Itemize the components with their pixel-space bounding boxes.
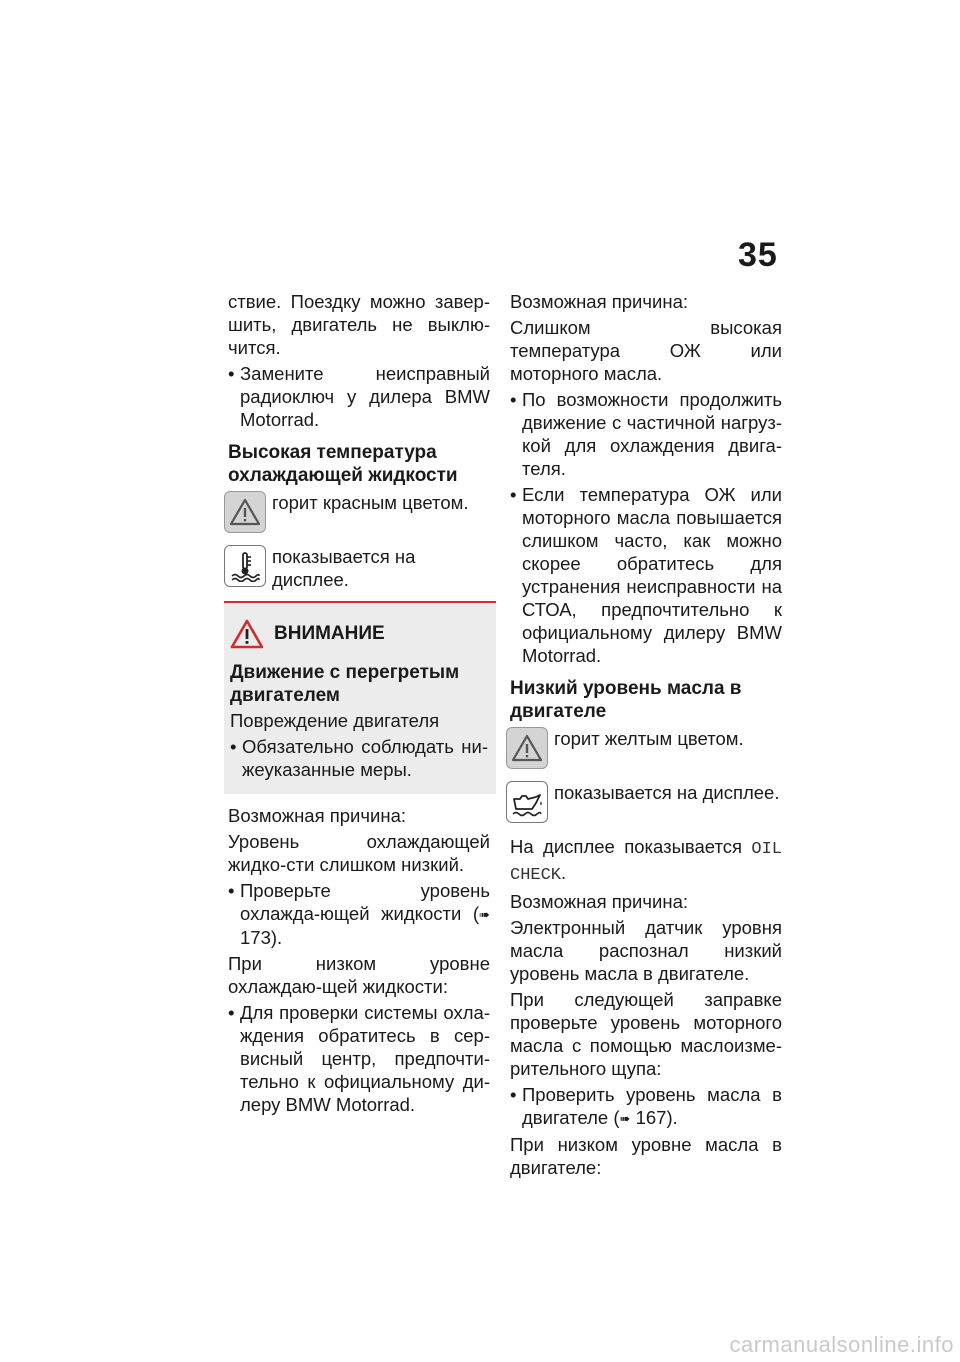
page-number: 35 xyxy=(738,236,778,274)
page-reference: 173 xyxy=(240,927,271,948)
paragraph: Возможная причина: xyxy=(510,291,688,312)
paragraph: При низком уровне охлаждаю-щей жидкости: xyxy=(228,953,490,997)
warning-box xyxy=(224,601,496,794)
page-reference-arrow-icon: ➠ xyxy=(619,1111,631,1126)
paragraph: Слишком высокая температура ОЖ или моторного масла. xyxy=(510,317,782,384)
coolant-temperature-icon xyxy=(224,545,266,587)
bullet-item: • Если температура ОЖ или моторного масла повышается слишком часто, как можно скорее обратитесь для устранения неисправности на СТОА, предпочтительно к официальному дилеру BMW Motorrad. xyxy=(510,483,782,667)
icon-description: горит красным цветом. xyxy=(272,492,469,513)
warning-header xyxy=(230,619,488,649)
bullet-item: • Проверьте уровень охлажда-ющей жидкости (➠ 173). xyxy=(228,879,490,949)
section-heading: Высокая температура охлаждающей жидкости xyxy=(228,442,458,486)
paragraph: Возможная причина: xyxy=(510,891,688,912)
section-heading: Низкий уровень масла в двигателе xyxy=(510,678,742,722)
warning-subject: Движение с перегретым двигателем xyxy=(230,662,460,706)
warning-title: ВНИМАНИЕ xyxy=(274,623,385,644)
paragraph: ствие. Поездку можно завер-шить, двигатель не выклю-чится. xyxy=(228,291,490,358)
bullet-item: • Проверить уровень масла в двигателе (➠ 167). xyxy=(510,1083,782,1130)
paragraph: Уровень охлаждающей жидко-сти слишком низкий. xyxy=(228,831,490,875)
icon-description: горит желтым цветом. xyxy=(554,728,744,749)
page-reference: 167 xyxy=(635,1107,667,1128)
general-warning-icon xyxy=(224,491,266,533)
general-warning-icon xyxy=(506,727,548,769)
oil-level-icon xyxy=(506,781,548,823)
bullet-item: • Для проверки системы охла-ждения обратитесь в сер-висный центр, предпочти-тельно к официальному ди-леру BMW Motorrad. xyxy=(228,1001,490,1116)
bullet-item: • Замените неисправный радиоключ у дилера BMW Motorrad. xyxy=(228,362,490,431)
paragraph: На дисплее показывается OIL CHECK. xyxy=(510,836,782,885)
icon-description: показывается на дисплее. xyxy=(272,546,416,590)
icon-description: показывается на дисплее. xyxy=(554,782,780,803)
warning-consequence: Повреждение двигателя xyxy=(230,710,440,731)
warning-triangle-icon xyxy=(230,619,264,649)
display-message: OIL CHECK xyxy=(510,840,782,885)
left-column xyxy=(228,290,490,1119)
footer-watermark: carmanualsonline.info xyxy=(729,1332,954,1357)
paragraph: Возможная причина: xyxy=(228,805,406,826)
paragraph: При следующей заправке проверьте уровень моторного масла с помощью маслоизме-рительного щупа: xyxy=(510,989,782,1079)
right-column xyxy=(510,290,782,1182)
icon-row xyxy=(510,727,782,773)
paragraph: При низком уровне масла в двигателе: xyxy=(510,1134,782,1178)
page-reference-arrow-icon: ➠ xyxy=(479,907,490,922)
icon-row xyxy=(228,545,490,591)
warning-bullet: • Обязательно соблюдать ни-жеуказанные меры. xyxy=(230,735,488,781)
bullet-item: • По возможности продолжить движение с частичной нагруз-кой для охлаждения двига-теля. xyxy=(510,388,782,480)
paragraph: Электронный датчик уровня масла распознал низкий уровень масла в двигателе. xyxy=(510,917,782,984)
icon-row xyxy=(510,781,782,827)
icon-row xyxy=(228,491,490,537)
